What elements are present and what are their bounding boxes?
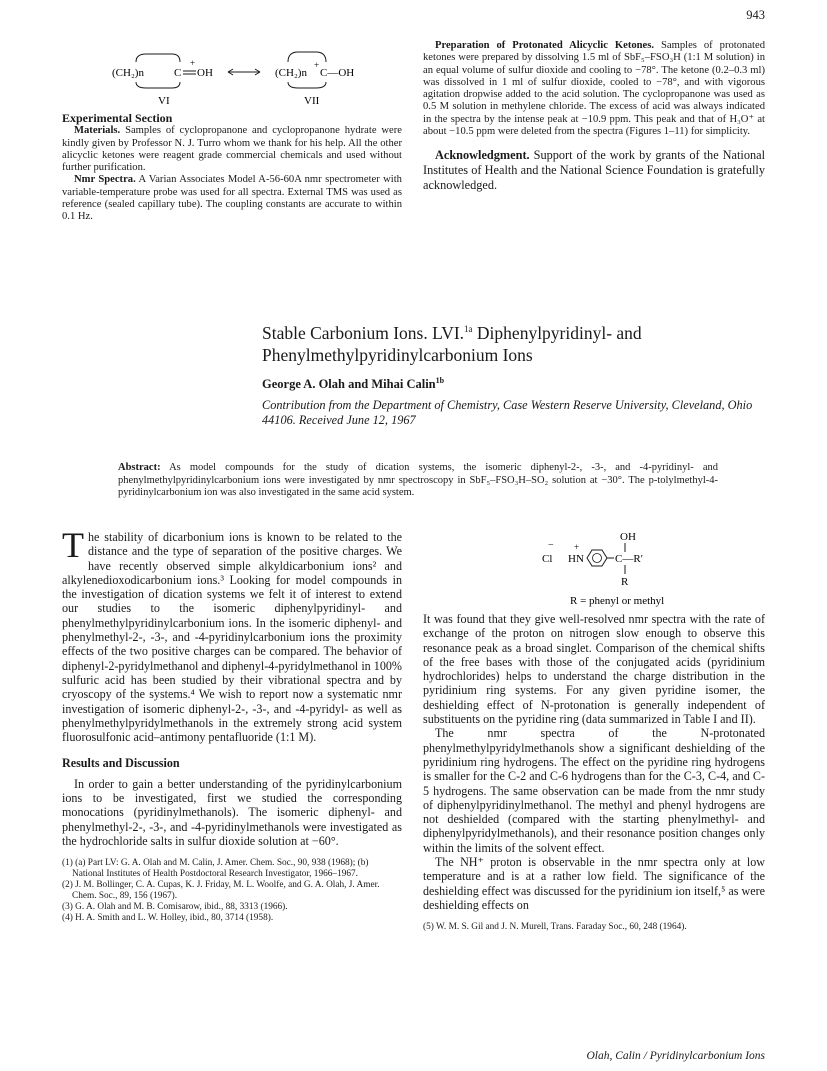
drop-cap: T [62,525,84,565]
title-line1: Stable Carbonium Ions. LVI. [262,322,465,343]
experimental-heading: Experimental Section [62,111,173,125]
scheme-left-group: (CH₂)n [112,67,144,79]
right-paragraph-2: The nmr spectra of the N-protonated phenylmethylpyridylmethanols show a significant deshielding of the pyridinium ring hydrogens. The effect on the pyridine ring hydrogens is smaller for the C-2 and C-6 hydrogens than for the C-3, C-4, and C-5 hydrogens. The same observation can be made from the nmr study of diphenylpyridinylmethanol. The methyl and phenyl hydrogens are not deshielded (compared with the starting phenylmethyl- and diphenylpyridylmethanols), and their resonance position changes only within the limits of the solvent effect. [423,726,765,855]
structure-c-r: C—R′ [615,553,644,565]
running-footer: Olah, Calin / Pyridinylcarbonium Ions [586,1050,765,1062]
materials-label: Materials. [74,125,121,137]
footnote-5 [423,922,765,933]
footnote-3: (3) G. A. Olah and M. B. Comisarow, ibid., 88, 3313 (1966). [62,901,288,912]
structure-oh: OH [620,531,636,543]
prep-text: Samples of protonated ketones were prepared by dissolving 1.5 ml of SbF₅–FSO₃H (1:1 M solution) in an equal volume of sulfur dioxide and cooling to −78°. The ketone (0.2–0.3 ml) was dissolved in 1 ml of sulfur dioxide, cooled to −78°, and with vigorous agitation dropwise added to the acid solution. The cyclopropanone was used as 0.5 M solution in methylene chloride. The excess of acid was always indicated in the spectra by the intense peak at −10.9 ppm. This peak and that of H₃O⁺ at about −10.5 ppm were deleted from the spectra (Figures 1–11) for simplicity. [423,40,765,138]
structure-cl: Cl [542,553,553,565]
page-number: 943 [746,8,765,22]
scheme-label-vi: VI [158,95,170,107]
prep-label: Preparation of Protonated Alicyclic Ketones. [435,40,655,51]
nmr-paragraph [62,174,402,223]
intro-paragraph [62,525,402,745]
right-paragraph-1: It was found that they give well-resolved nmr spectra with the rate of exchange of the proton on nitrogen slow enough to observe this resonance peak as a broad singlet. Comparison of the chemical shifts of the free bases with those of the conjugated acids (pyridinium hydrochlorides) helps to understand the charge distribution in the pyridinium ring systems. For any given pyridine isomer, the deshielding effect of N-protonation is generally independent of substituents on the pyridine ring (data summarized in Table I and II). [423,612,765,727]
scheme-right-plus: + [314,60,320,70]
results-heading: Results and Discussion [62,756,180,771]
scheme-left-plus: + [190,58,196,68]
prep-paragraph [423,40,765,138]
authors [262,376,444,392]
footnote-4: (4) H. A. Smith and L. W. Holley, ibid., 80, 3714 (1958). [62,912,274,923]
ack-label: Acknowledgment. [435,148,530,163]
nmr-label: Nmr Spectra. [74,174,136,186]
abstract-label: Abstract: [118,462,161,473]
nmr-text: A Varian Associates Model A-56-60A nmr spectrometer with variable-temperature probe was used for all spectra. External TMS was used as reference (sealed capillary tube). The coupling constants are accurate to within 0.1 Hz. [62,174,402,223]
affiliation: Contribution from the Department of Chemistry, Case Western Reserve University, Cleveland, Ohio 44106. Received June 12, 1967 [262,398,753,427]
author-names: George A. Olah and Mihai Calin [262,377,436,392]
scheme-label-vii: VII [304,95,320,107]
intro-text: he stability of dicarbonium ions is known to be related to the distance and the type of separation of the positive charges. We have recently observed simple alkyldicarbonium ions² and alkylenedioxodicarbonium ions.³ Looking for model compounds in the investigation of dication systems we felt it of interest to extend our studies to the isomeric diphenylpyridinyl- and phenylmethylpyridinylcarbonium ions. In the isomeric diphenyl- and phenylmethyl-2-, -3-, and -4-pyridinylcarbonium ions the proximity effects of the two positive charges can be compared. The behavior of diphenyl-2-pyridylmethanol and diphenyl-4-pyridylmethanol in 100% sulfuric acid has been studied by their vibrational spectra and by cryoscopy of the systems.⁴ We wish to report now a systematic nmr investigation of isomeric diphenyl-2-, -3-, and -4-pyridyl- as well as phenylmethylpyridylmethanols in the extremely strong acid system fluorosulfonic acid–antimony pentafluoride (1:1 M). [62,530,402,745]
footnote-1: (1) (a) Part LV: G. A. Olah and M. Calin, J. Amer. Chem. Soc., 90, 938 (1968); (b) National Institutes of Health Postdoctoral Research Investigator, 1966–1967. [62,858,369,880]
title-line1-rest: Diphenylpyridinyl- and [472,322,642,343]
abstract-text: As model compounds for the study of dication systems, the isomeric diphenyl-2-, -3-, and -4-pyridinyl- and phenylmethylpyridinylcarbonium ions were investigated by nmr spectroscopy in SbF₅–FSO₃H–SO₂ solution at −30°. The p-tolylmethyl-4-pyridinylcarbonium ion was also investigated in the same acid system. [118,462,719,498]
scheme-left-oh: OH [197,67,213,79]
footnote-2: (2) J. M. Bollinger, C. A. Cupas, K. J. Friday, M. L. Woolfe, and G. A. Olah, J. Amer. Chem. Soc., 89, 156 (1967). [62,880,380,901]
footnote-5-text: (5) W. M. S. Gil and J. N. Murell, Trans. Faraday Soc., 60, 248 (1964). [423,922,687,933]
title-sup: 1a [464,324,473,334]
structure-plus: + [574,542,580,552]
footnotes [62,858,402,923]
ack-text: Support of the work by grants of the National Institutes of Health and the National Science Foundation is gratefully acknowledged. [423,148,765,192]
acknowledgment-paragraph [423,148,765,192]
structure-caption: R = phenyl or methyl [570,595,665,607]
structure-hn: HN [568,553,584,565]
materials-paragraph [62,125,402,174]
right-body-column [423,612,765,933]
right-paragraph-3: The NH⁺ proton is observable in the nmr spectra only at low temperature and is at a rather low field. The significance of the deshielding effect was discussed for the pyridinium ion itself,⁵ as were deshielding effects on [423,855,765,912]
article-title [262,318,782,366]
structure-r: R [621,576,629,588]
scheme-right-group: (CH₂)n [275,67,307,79]
scheme-left-c: C [174,67,182,79]
materials-text: Samples of cyclopropanone and cyclopropanone hydrate were kindly given by Professor N. J. Turro whom we thank for his help. All the other alicyclic ketones were reagent grade commercial chemicals and used without further purification. [62,125,402,174]
authors-sup: 1b [435,376,445,385]
abstract [118,462,718,500]
title-line2: Phenylmethylpyridinylcarbonium Ions [262,344,533,365]
experimental-section [62,112,402,224]
left-body-column [62,525,402,924]
preparation-section [423,40,765,192]
structure-minus: − [548,540,554,551]
resonance-scheme [100,42,380,108]
scheme-right-c: C—OH [320,67,355,79]
pyridinium-structure [530,528,690,618]
results-paragraph: In order to gain a better understanding of the pyridinylcarbonium ions to be investigated, first we studied the corresponding monocations (pyridinylmethanols). The isomeric diphenyl- and phenylmethyl-2-, -3-, and -4-pyridinylmethanols were investigated as the hydrochloride salts in sulfur dioxide solution at −60°. [62,776,402,848]
